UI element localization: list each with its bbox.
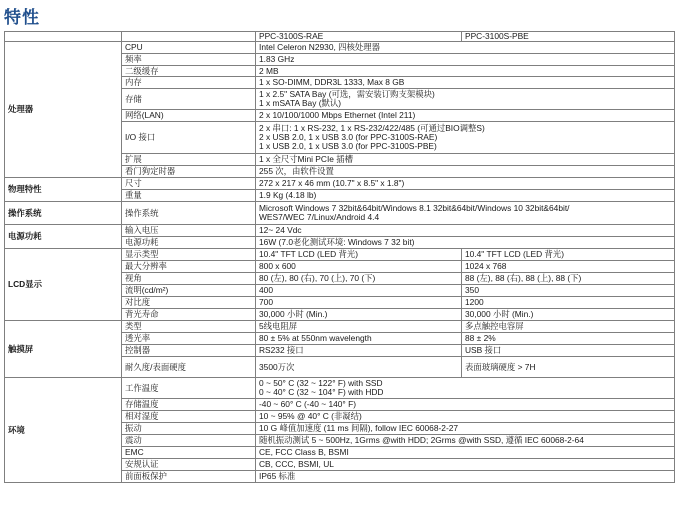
value-line: -40 ~ 60° C (-40 ~ 140° F)	[259, 399, 357, 409]
row-value	[256, 411, 675, 423]
value-line: 2 MB	[259, 65, 279, 76]
table-row	[5, 42, 675, 54]
row-label: 频率	[122, 54, 256, 66]
row-label: EMC	[122, 447, 256, 459]
row-value	[256, 110, 675, 122]
spec-table	[4, 31, 675, 483]
table-row	[5, 225, 675, 237]
row-label: 网络(LAN)	[122, 110, 256, 122]
value-line: 0 ~ 50° C (32 ~ 122° F) with SSD	[259, 378, 383, 388]
row-value-pbe: 30,000 小时 (Min.)	[462, 309, 675, 321]
value-line: Intel Celeron N2930, 四核处理器	[259, 42, 381, 52]
row-value	[256, 459, 675, 471]
category-cell: 操作系统	[5, 202, 122, 225]
row-value-rae: 80 (左), 80 (右), 70 (上), 70 (下)	[256, 273, 462, 285]
row-label: 尺寸	[122, 178, 256, 190]
value-line: 1 x mSATA Bay (默认)	[259, 98, 342, 108]
category-cell: 物理特性	[5, 178, 122, 202]
row-value	[256, 225, 675, 237]
row-value-pbe: 88 ± 2%	[462, 333, 675, 345]
row-label: 类型	[122, 321, 256, 333]
value-line: 16W (7.0老化测试环境: Windows 7 32 bit)	[259, 237, 415, 247]
value-line: 1 x SO-DIMM, DDR3L 1333, Max 8 GB	[259, 77, 405, 87]
row-label: 震动	[122, 435, 256, 447]
row-value-rae: 800 x 600	[256, 261, 462, 273]
row-label: 扩展	[122, 154, 256, 166]
row-value-pbe: 多点触控电容屏	[462, 321, 675, 333]
category-cell: 环境	[5, 378, 122, 483]
table-row	[5, 378, 675, 399]
value-line: 2 x 10/100/1000 Mbps Ethernet (Intel 211)	[259, 110, 416, 120]
row-label: 最大分辨率	[122, 261, 256, 273]
value-line: 255 次，由软件设置	[259, 166, 334, 176]
category-cell: 触摸屏	[5, 321, 122, 378]
row-value	[256, 122, 675, 154]
row-value	[256, 178, 675, 190]
row-label: 耐久度/表面硬度	[122, 357, 256, 378]
row-label: 操作系统	[122, 202, 256, 225]
header-blank-cell	[5, 32, 122, 42]
header-model-rae: PPC-3100S-RAE	[256, 32, 462, 42]
row-value	[256, 190, 675, 202]
row-value	[256, 42, 675, 54]
row-label: 背光寿命	[122, 309, 256, 321]
row-label: 视角	[122, 273, 256, 285]
value-line: 1 x 2.5" SATA Bay (可选，需安装订购支架模块)	[259, 89, 435, 99]
row-value-rae: 30,000 小时 (Min.)	[256, 309, 462, 321]
row-value	[256, 166, 675, 178]
value-line: 0 ~ 40° C (32 ~ 104° F) with HDD	[259, 387, 384, 397]
row-value-rae: 400	[256, 285, 462, 297]
table-row	[5, 178, 675, 190]
row-value-rae: 10.4" TFT LCD (LED 背光)	[256, 249, 462, 261]
category-cell: LCD显示	[5, 249, 122, 321]
row-label: CPU	[122, 42, 256, 54]
value-line: 2 x USB 2.0, 1 x USB 3.0 (for PPC-3100S-RAE)	[259, 132, 438, 142]
value-line: 1 x 全尺寸Mini PCIe 插槽	[259, 154, 354, 164]
value-line: 10 G 峰值加速度 (11 ms 间隔), follow IEC 60068-2-27	[259, 423, 459, 433]
table-row	[5, 321, 675, 333]
row-value	[256, 54, 675, 66]
header-blank-cell	[122, 32, 256, 42]
row-label: 流明(cd/m²)	[122, 285, 256, 297]
header-model-pbe: PPC-3100S-PBE	[462, 32, 675, 42]
row-value	[256, 89, 675, 110]
row-label: 看门狗定时器	[122, 166, 256, 178]
row-label: 二级缓存	[122, 66, 256, 77]
value-line: 10 ~ 95% @ 40° C (非凝结)	[259, 411, 362, 421]
row-label: 前面板保护	[122, 471, 256, 483]
row-value-rae: 80 ± 5% at 550nm wavelength	[256, 333, 462, 345]
category-cell: 电源功耗	[5, 225, 122, 249]
row-value-pbe: 88 (左), 88 (右), 88 (上), 88 (下)	[462, 273, 675, 285]
row-label: 工作温度	[122, 378, 256, 399]
value-line: CE, FCC Class B, BSMI	[259, 447, 349, 457]
table-row	[5, 202, 675, 225]
value-line: WES7/WEC 7/Linux/Android 4.4	[259, 212, 380, 222]
value-line: 1 x USB 2.0, 1 x USB 3.0 (for PPC-3100S-PBE)	[259, 141, 437, 151]
row-label: 透光率	[122, 333, 256, 345]
row-value-rae: 700	[256, 297, 462, 309]
row-value-pbe: 表面玻璃硬度 > 7H	[462, 357, 675, 378]
row-value	[256, 77, 675, 89]
row-value-rae: 5线电阻屏	[256, 321, 462, 333]
row-label: 重量	[122, 190, 256, 202]
row-label: 振动	[122, 423, 256, 435]
row-value-pbe: 1200	[462, 297, 675, 309]
value-line: 1.9 Kg (4.18 lb)	[259, 190, 317, 200]
value-line: CB, CCC, BSMI, UL	[259, 459, 334, 469]
value-line: Microsoft Windows 7 32bit&64bit/Windows 8.1 32bit&64bit/Windows 10 32bit&64bit/	[259, 203, 570, 213]
table-header-row	[5, 32, 675, 42]
value-line: 随机振动测试 5 ~ 500Hz, 1Grms @with HDD; 2Grms @with SSD, 遵循 IEC 60068-2-64	[259, 435, 584, 445]
value-line: IP65 标准	[259, 471, 296, 481]
row-value	[256, 154, 675, 166]
row-label: 电源功耗	[122, 237, 256, 249]
table-row	[5, 249, 675, 261]
row-label: 存储	[122, 89, 256, 110]
row-label: 对比度	[122, 297, 256, 309]
page-title: 特性	[4, 8, 40, 27]
row-label: 相对湿度	[122, 411, 256, 423]
row-label: 控制器	[122, 345, 256, 357]
row-value	[256, 471, 675, 483]
row-value	[256, 66, 675, 77]
row-label: 内存	[122, 77, 256, 89]
row-label: 安规认证	[122, 459, 256, 471]
row-label: I/O 接口	[122, 122, 256, 154]
row-value-pbe: USB 接口	[462, 345, 675, 357]
row-label: 存储温度	[122, 399, 256, 411]
row-value-pbe: 10.4" TFT LCD (LED 背光)	[462, 249, 675, 261]
row-value	[256, 423, 675, 435]
row-value	[256, 399, 675, 411]
category-cell: 处理器	[5, 42, 122, 178]
row-value	[256, 447, 675, 459]
value-line: 12~ 24 Vdc	[259, 225, 302, 235]
row-label: 输入电压	[122, 225, 256, 237]
row-value	[256, 378, 675, 399]
row-value-pbe: 1024 x 768	[462, 261, 675, 273]
value-line: 2 x 串口: 1 x RS-232, 1 x RS-232/422/485 (可通过BIO调整S)	[259, 123, 485, 133]
value-line: 1.83 GHz	[259, 54, 295, 64]
row-label: 显示类型	[122, 249, 256, 261]
row-value	[256, 202, 675, 225]
row-value-rae: 3500万次	[256, 357, 462, 378]
row-value-rae: RS232 接口	[256, 345, 462, 357]
row-value	[256, 435, 675, 447]
value-line: 272 x 217 x 46 mm (10.7" x 8.5" x 1.8")	[259, 178, 405, 188]
row-value	[256, 237, 675, 249]
row-value-pbe: 350	[462, 285, 675, 297]
